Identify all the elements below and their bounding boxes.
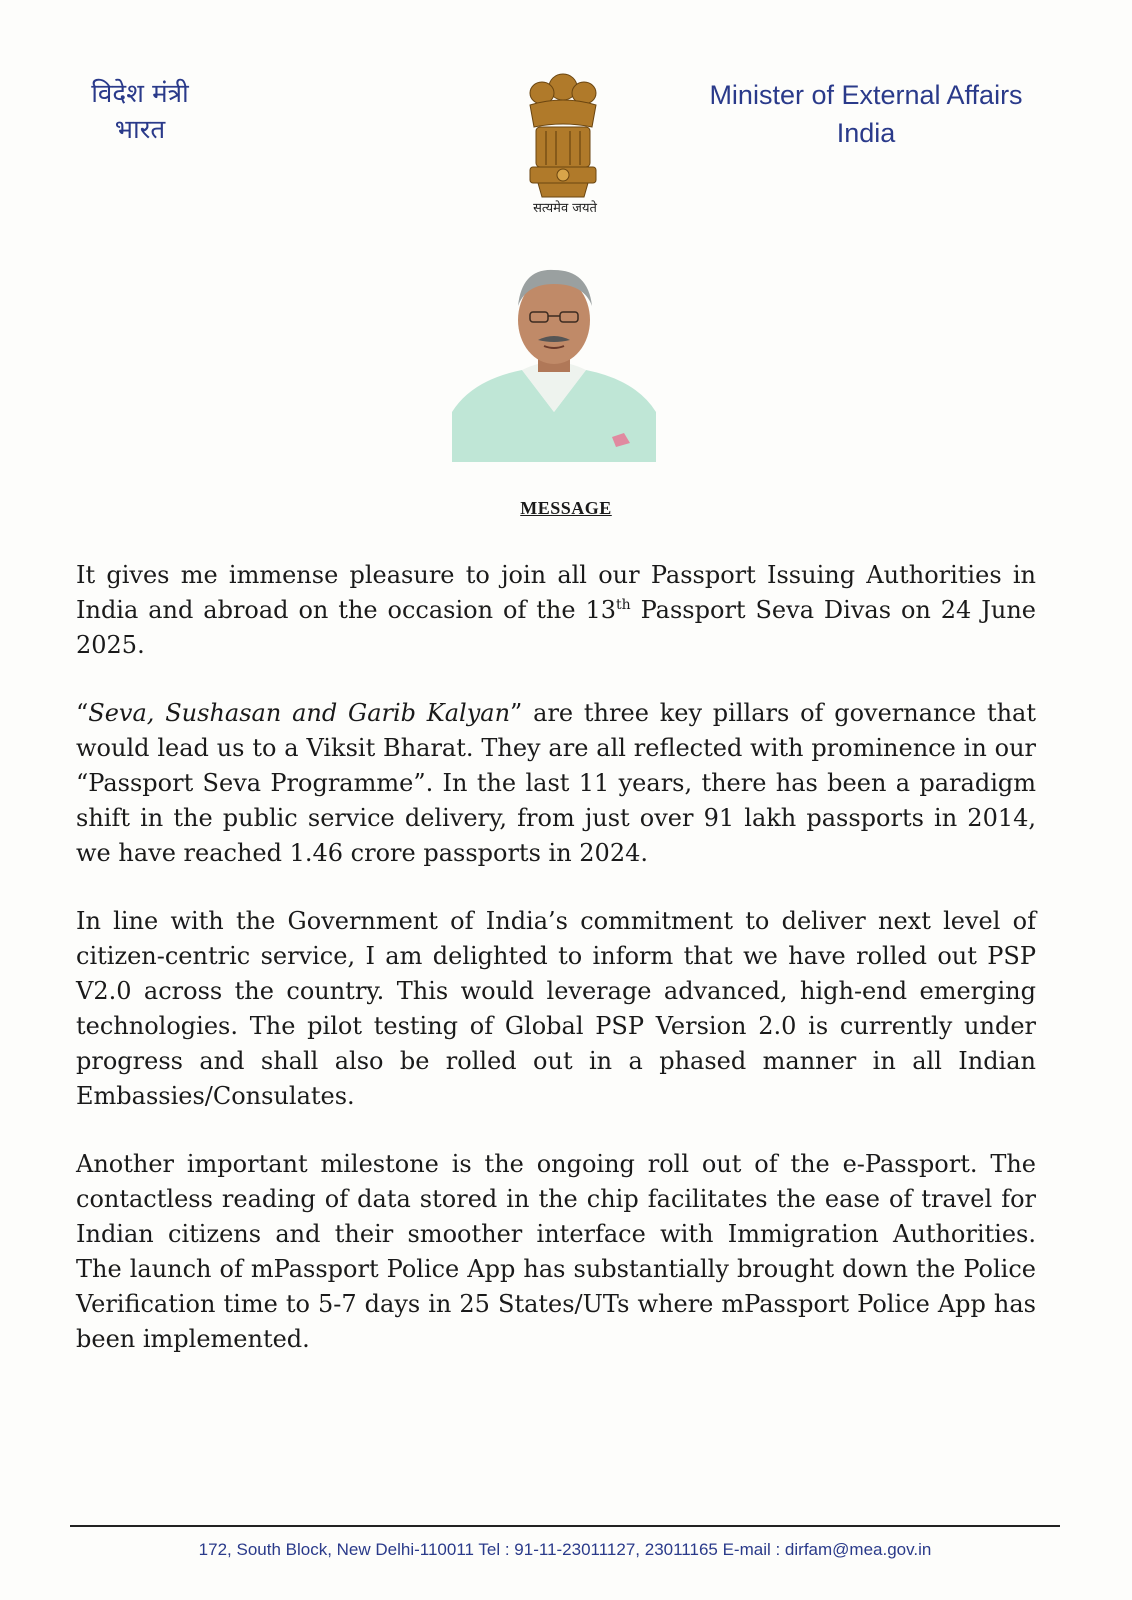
hindi-letterhead	[70, 76, 210, 148]
english-title-line2: India	[836, 118, 896, 148]
paragraph-1: It gives me immense pleasure to join all our Passport Issuing Authorities in India and abroad on the occasion of the 13th Passport Seva Divas on 24 June 2025.	[76, 561, 1036, 659]
english-letterhead	[686, 76, 1046, 152]
hindi-title-line1: विदेश मंत्री	[91, 79, 189, 109]
pillars-italic: Seva, Sushasan and Garib Kalyan	[88, 699, 511, 727]
ordinal-suffix: th	[616, 597, 631, 613]
footer-divider	[70, 1525, 1060, 1527]
message-body	[76, 558, 1036, 1390]
message-heading: MESSAGE	[520, 498, 612, 518]
hindi-title-line2: भारत	[114, 115, 166, 145]
footer-email: dirfam@mea.gov.in	[784, 1540, 932, 1559]
english-title-line1: Minister of External Affairs	[709, 80, 1023, 110]
paragraph-2: “Seva, Sushasan and Garib Kalyan” are three key pillars of governance that would lead us to a Viksit Bharat. They are all reflected with prominence in our “Passport Seva Programme”. In the last 11 years, there has been a paradigm shift in the public service delivery, from just over 91 lakh passports in 2014, we have reached 1.46 crore passports in 2024.	[76, 699, 1036, 867]
footer-address: 172, South Block, New Delhi-110011 Tel : 91-11-23011127, 23011165 E-mail :	[198, 1540, 785, 1559]
paragraph-4: Another important milestone is the ongoing roll out of the e-Passport. The contactless reading of data stored in the chip facilitates the ease of travel for Indian citizens and their smoother interface with Immigration Authorities. The launch of mPassport Police App has substantially brought down the Police Verification time to 5-7 days in 25 States/UTs where mPassport Police App has been implemented.	[76, 1150, 1036, 1353]
emblem-motto: सत्यमेव जयते	[533, 201, 597, 216]
minister-portrait	[452, 262, 656, 462]
paragraph-3: In line with the Government of India’s commitment to deliver next level of citizen-centric service, I am delighted to inform that we have rolled out PSP V2.0 across the country. This would leverage advanced, high-end emerging technologies. The pilot testing of Global PSP Version 2.0 is currently under progress and shall also be rolled out in a phased manner in all Indian Embassies/Consulates.	[76, 907, 1036, 1110]
footer-contact	[70, 1540, 1060, 1560]
